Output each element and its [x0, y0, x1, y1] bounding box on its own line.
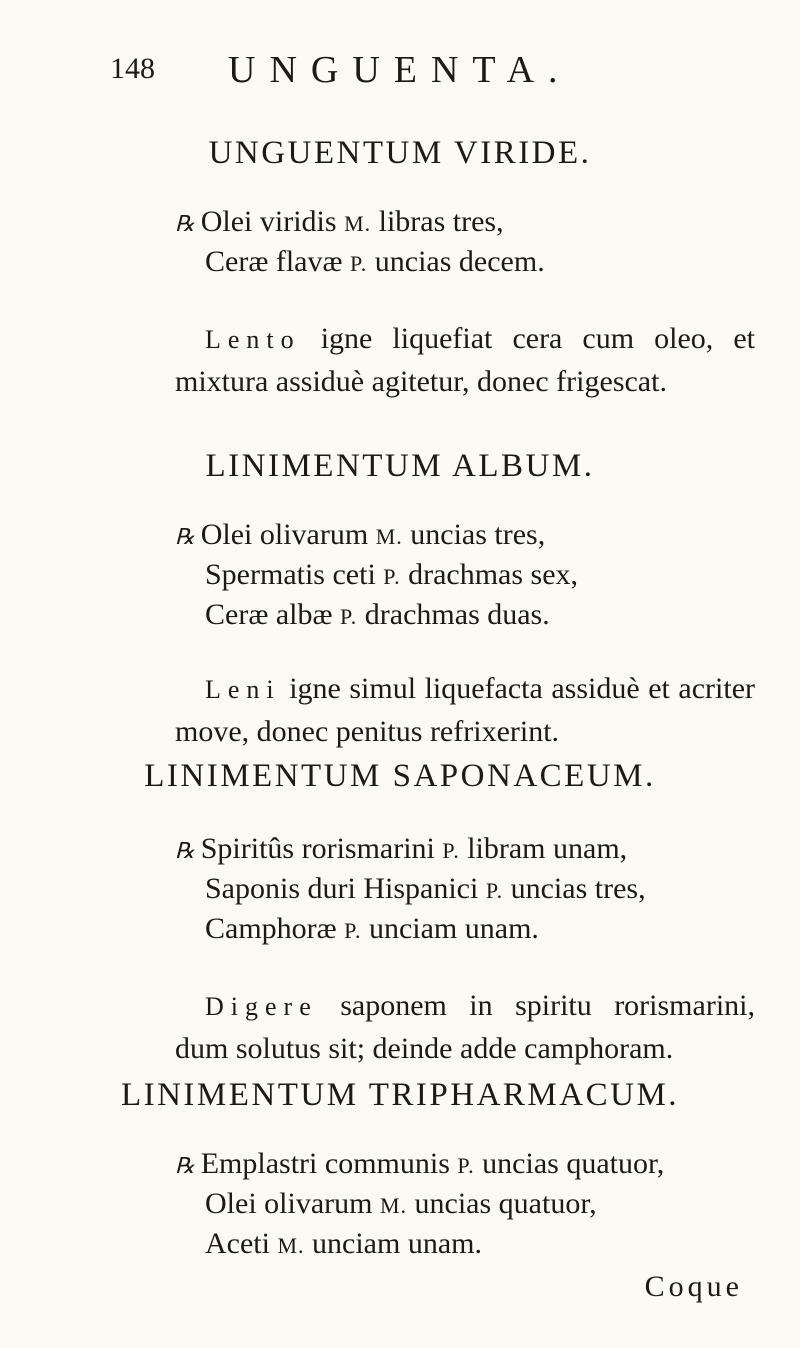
ingredient-quantity: unciam unam. — [312, 1227, 482, 1260]
measure-unit: M. — [277, 1233, 305, 1258]
ingredient-name: Ceræ albæ — [205, 598, 333, 631]
measure-unit: M. — [379, 1193, 408, 1218]
ingredient-name: Olei olivarum — [200, 518, 369, 551]
section-title: UNGUENTUM VIRIDE. — [208, 135, 592, 171]
ingredient-line — [205, 1227, 482, 1261]
catchword: Coque — [644, 1270, 743, 1303]
running-title: UNGUENTA. — [228, 49, 572, 91]
ingredient-line — [205, 245, 545, 279]
measure-unit: P. — [485, 878, 504, 903]
directions-text: igne liquefiat cera cum oleo, et mixtura assiduè agitetur, donec frigescat. — [175, 322, 755, 398]
ingredient-name: Olei viridis — [200, 205, 337, 238]
directions-lead: Leni — [205, 675, 281, 704]
ingredient-line — [205, 1187, 597, 1221]
ingredient-quantity: libras tres, — [378, 205, 504, 238]
ingredient-line — [175, 1147, 664, 1181]
running-head — [110, 48, 740, 98]
ingredient-name: Saponis duri Hispanici — [205, 872, 479, 905]
directions-paragraph — [175, 668, 755, 753]
ingredient-name: Ceræ flavæ — [205, 245, 343, 278]
measure-unit: M. — [344, 211, 372, 236]
recipe-symbol: ℞ — [175, 838, 195, 863]
measure-unit: P. — [340, 604, 358, 629]
ingredient-line — [175, 205, 504, 239]
ingredient-line — [205, 558, 578, 592]
ingredient-line — [175, 518, 545, 552]
ingredient-quantity: uncias quatuor, — [482, 1147, 665, 1180]
ingredient-name: Camphoræ — [205, 912, 337, 945]
section-title: LINIMENTUM ALBUM. — [205, 448, 595, 484]
ingredient-name: Spermatis ceti — [205, 558, 376, 591]
section-title: LINIMENTUM TRIPHARMACUM. — [120, 1077, 680, 1113]
ingredient-name: Spiritûs rorismarini — [200, 832, 435, 865]
ingredient-quantity: uncias tres, — [510, 872, 646, 905]
ingredient-name: Aceti — [205, 1227, 270, 1260]
directions-lead: Lento — [205, 325, 301, 354]
recipe-symbol: ℞ — [175, 524, 195, 549]
directions-paragraph — [175, 985, 755, 1070]
measure-unit: P. — [344, 918, 362, 943]
measure-unit: P. — [457, 1153, 475, 1178]
ingredient-quantity: libram unam, — [467, 832, 628, 865]
measure-unit: P. — [442, 838, 460, 863]
recipe-symbol: ℞ — [175, 1153, 195, 1178]
directions-lead: Digere — [205, 992, 318, 1021]
measure-unit: P. — [383, 564, 401, 589]
ingredient-quantity: drachmas duas. — [364, 598, 550, 631]
measure-unit: P. — [349, 251, 368, 276]
ingredient-quantity: uncias quatuor, — [414, 1187, 597, 1220]
directions-text: saponem in spiritu rorismarini, dum solutus sit; deinde adde camphoram. — [175, 989, 755, 1065]
ingredient-line — [175, 832, 627, 866]
directions-text: igne simul liquefacta assiduè et acriter move, donec penitus refrixerint. — [175, 672, 755, 748]
ingredient-name: Olei olivarum — [205, 1187, 373, 1220]
ingredient-line — [205, 912, 539, 946]
measure-unit: M. — [375, 524, 403, 549]
recipe-symbol: ℞ — [175, 211, 195, 236]
ingredient-quantity: drachmas sex, — [408, 558, 579, 591]
ingredient-quantity: uncias decem. — [374, 245, 545, 278]
page-number: 148 — [110, 52, 155, 85]
ingredient-name: Emplastri communis — [200, 1147, 450, 1180]
ingredient-line — [205, 598, 550, 632]
ingredient-line — [205, 872, 646, 906]
ingredient-quantity: uncias tres, — [410, 518, 546, 551]
directions-paragraph — [175, 318, 755, 403]
section-title: LINIMENTUM SAPONACEUM. — [144, 758, 656, 794]
ingredient-quantity: unciam unam. — [368, 912, 539, 945]
